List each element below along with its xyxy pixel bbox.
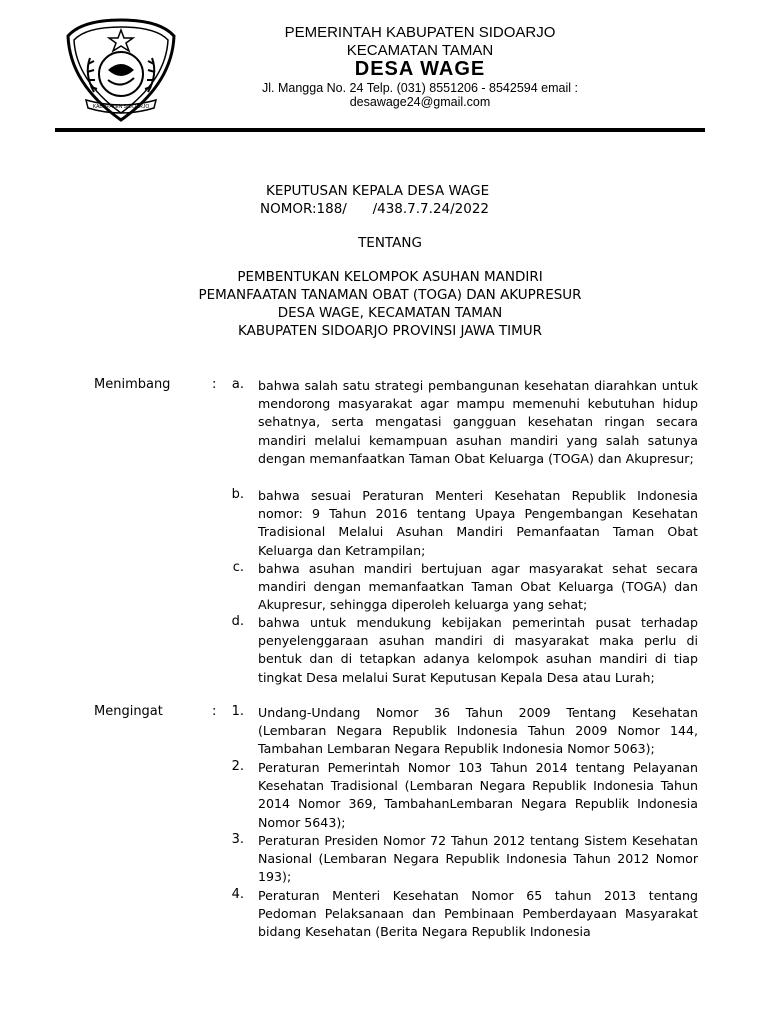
menimbang-marker: a. xyxy=(231,377,244,392)
mengingat-colon: : xyxy=(212,704,217,719)
svg-text:KABUPATEN SIDOARJO: KABUPATEN SIDOARJO xyxy=(92,104,150,110)
decree-subject-line: PEMANFAATAN TANAMAN OBAT (TOGA) DAN AKUPRESUR xyxy=(198,287,582,303)
mengingat-item: Peraturan Pemerintah Nomor 103 Tahun 2014 tentang Pelayanan Kesehatan Tradisional (Lembaran Negara Republik Indonesia Tahun 2014 Nomor 369, TambahanLembaran Negara Republik Indonesia Nomor 5643); xyxy=(258,760,698,830)
letterhead-address: Jl. Mangga No. 24 Telp. (031) 8551206 - 8542594 email : xyxy=(262,81,578,95)
mengingat-item: Peraturan Presiden Nomor 72 Tahun 2012 tentang Sistem Kesehatan Nasional (Lembaran Negara Republik Indonesia Tahun 2012 Nomor 193); xyxy=(258,833,698,885)
menimbang-marker: c. xyxy=(232,560,244,575)
menimbang-item: bahwa sesuai Peraturan Menteri Kesehatan Republik Indonesia nomor: 9 Tahun 2016 tentang Upaya Pengembangan Kesehatan Tradisional Melalui Asuhan Mandiri Pemanfaatan Taman Obat Keluarga dan Ketrampilan; xyxy=(258,488,698,558)
decree-title: KEPUTUSAN KEPALA DESA WAGE xyxy=(266,183,490,199)
mengingat-marker: 1. xyxy=(231,704,244,719)
letterhead-subdistrict: KECAMATAN TAMAN xyxy=(346,42,494,59)
decree-subject-line: DESA WAGE, KECAMATAN TAMAN xyxy=(277,305,503,321)
sidoarjo-emblem-logo xyxy=(62,14,180,126)
letterhead-village: DESA WAGE xyxy=(354,58,486,80)
mengingat-item: Undang-Undang Nomor 36 Tahun 2009 Tentang Kesehatan (Lembaran Negara Republik Indonesia Tahun 2009 Nomor 144, Tambahan Lembaran Negara Republik Indonesia Nomor 5063); xyxy=(258,705,698,757)
menimbang-item: bahwa asuhan mandiri bertujuan agar masyarakat sehat secara mandiri dengan memanfaatkan Taman Obat Keluarga (TOGA) dan Akupresur, sehingga diperoleh keluarga yang sehat; xyxy=(258,561,698,613)
menimbang-colon: : xyxy=(212,377,217,392)
menimbang-marker: b. xyxy=(231,487,244,502)
mengingat-item: Peraturan Menteri Kesehatan Nomor 65 tahun 2013 tentang Pedoman Pelaksanaan dan Pembinaan Pemberdayaan Masyarakat bidang Kesehatan (Berita Negara Republik Indonesia xyxy=(258,888,698,940)
mengingat-label: Mengingat xyxy=(94,704,163,719)
letterhead-government: PEMERINTAH KABUPATEN SIDOARJO xyxy=(284,24,556,41)
menimbang-item: bahwa untuk mendukung kebijakan pemerintah pusat terhadap penyelenggaraan asuhan mandiri di masyarakat maka perlu di bentuk dan di tetapkan adanya kelompok asuhan mandiri di tiap tingkat Desa melalui Surat Keputusan Kepala Desa atau Lurah; xyxy=(258,615,698,685)
menimbang-label: Menimbang xyxy=(94,377,171,392)
decree-number: NOMOR:188/ /438.7.7.24/2022 xyxy=(260,201,490,217)
menimbang-item: bahwa salah satu strategi pembangunan kesehatan diarahkan untuk mendorong masyarakat agar mampu memenuhi kebutuhan hidup sehatnya, serta mengatasi gangguan kesehatan ringan secara mandiri melalui kemampuan asuhan mandiri yang salah satunya dengan memanfaatkan Taman Obat Keluarga (TOGA) dan Akupresur; xyxy=(258,378,698,466)
menimbang-marker: d. xyxy=(231,614,244,629)
decree-about: TENTANG xyxy=(358,235,422,251)
decree-subject-line: PEMBENTUKAN KELOMPOK ASUHAN MANDIRI xyxy=(237,269,543,285)
decree-subject-line: KABUPATEN SIDOARJO PROVINSI JAWA TIMUR xyxy=(237,323,543,339)
letterhead-email: desawage24@gmail.com xyxy=(349,95,491,109)
letterhead-divider xyxy=(55,128,705,132)
mengingat-marker: 2. xyxy=(231,759,244,774)
mengingat-marker: 4. xyxy=(231,887,244,902)
mengingat-marker: 3. xyxy=(231,832,244,847)
